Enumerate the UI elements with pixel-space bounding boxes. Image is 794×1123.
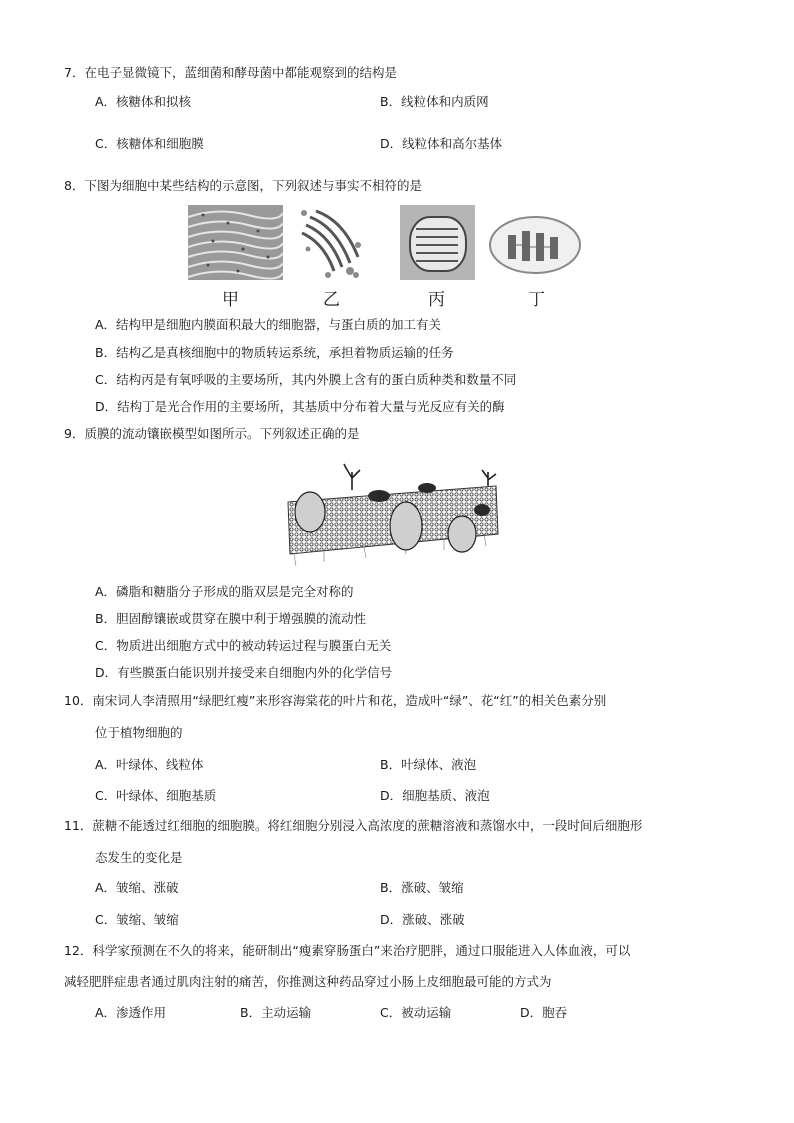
q11-option-a: A．皱缩、涨破 — [95, 880, 179, 895]
q12-option-c: C．被动运输 — [380, 1005, 452, 1020]
q12-option-a: A．渗透作用 — [95, 1005, 167, 1020]
q8-option-c: C．结构丙是有氧呼吸的主要场所，其内外膜上含有的蛋白质种类和数量不同 — [95, 372, 517, 387]
q10-option-a: A．叶绿体、线粒体 — [95, 757, 204, 772]
q9-option-d: D．有些膜蛋白能识别并接受来自细胞内外的化学信号 — [95, 665, 393, 680]
q12-stem-line2: 减轻肥胖症患者通过肌肉注射的痛苦，你推测这种药品穿过小肠上皮细胞最可能的方式为 — [64, 974, 552, 989]
q12-option-d: D．胞吞 — [520, 1005, 568, 1020]
fluid-mosaic-membrane-figure — [284, 462, 506, 570]
q12-option-b: B．主动运输 — [240, 1005, 312, 1020]
q9-stem: 9．质膜的流动镶嵌模型如图所示。下列叙述正确的是 — [64, 426, 360, 441]
q10-option-d: D．细胞基质、液泡 — [380, 788, 490, 803]
q7-option-c: C．核糖体和细胞膜 — [95, 136, 204, 151]
figure-label-ding: 丁 — [528, 290, 545, 310]
q11-stem-line1: 11．蔗糖不能透过红细胞的细胞膜。将红细胞分别浸入高浓度的蔗糖溶液和蒸馏水中，一段时间后细胞形 — [64, 818, 643, 833]
q9-option-c: C．物质进出细胞方式中的被动转运过程与膜蛋白无关 — [95, 638, 392, 653]
q8-stem: 8．下图为细胞中某些结构的示意图，下列叙述与事实不相符的是 — [64, 178, 422, 193]
q7-option-a: A．核糖体和拟核 — [95, 94, 192, 109]
q11-option-c: C．皱缩、皱缩 — [95, 912, 179, 927]
figure-label-yi: 乙 — [323, 290, 340, 310]
q8-option-a: A．结构甲是细胞内膜面积最大的细胞器，与蛋白质的加工有关 — [95, 317, 442, 332]
q10-option-c: C．叶绿体、细胞基质 — [95, 788, 217, 803]
q10-stem-line2: 位于植物细胞的 — [95, 725, 183, 740]
q10-stem-line1: 10．南宋词人李清照用“绿肥红瘦”来形容海棠花的叶片和花，造成叶“绿”、花“红”的相关色素分别 — [64, 693, 607, 708]
q7-stem: 7．在电子显微镜下，蓝细菌和酵母菌中都能观察到的结构是 — [64, 65, 397, 80]
q11-stem-line2: 态发生的变化是 — [95, 850, 183, 865]
endoplasmic-reticulum-figure — [188, 205, 283, 280]
q8-option-d: D．结构丁是光合作用的主要场所，其基质中分布着大量与光反应有关的酶 — [95, 399, 505, 414]
figure-label-jia: 甲 — [222, 290, 239, 310]
golgi-apparatus-figure — [298, 205, 363, 280]
q9-option-b: B．胆固醇镶嵌或贯穿在膜中利于增强膜的流动性 — [95, 611, 367, 626]
q12-stem-line1: 12．科学家预测在不久的将来，能研制出“瘦素穿肠蛋白”来治疗肥胖，通过口服能进入人体血液，可以 — [64, 943, 631, 958]
chloroplast-figure — [488, 205, 583, 280]
figure-label-bing: 丙 — [428, 290, 445, 310]
q7-option-b: B．线粒体和内质网 — [380, 94, 489, 109]
q8-option-b: B．结构乙是真核细胞中的物质转运系统，承担着物质运输的任务 — [95, 345, 454, 360]
q10-option-b: B．叶绿体、液泡 — [380, 757, 477, 772]
q11-option-d: D．涨破、涨破 — [380, 912, 465, 927]
q7-option-d: D．线粒体和高尔基体 — [380, 136, 503, 151]
mitochondrion-figure — [400, 205, 475, 280]
q9-option-a: A．磷脂和糖脂分子形成的脂双层是完全对称的 — [95, 584, 354, 599]
q11-option-b: B．涨破、皱缩 — [380, 880, 464, 895]
